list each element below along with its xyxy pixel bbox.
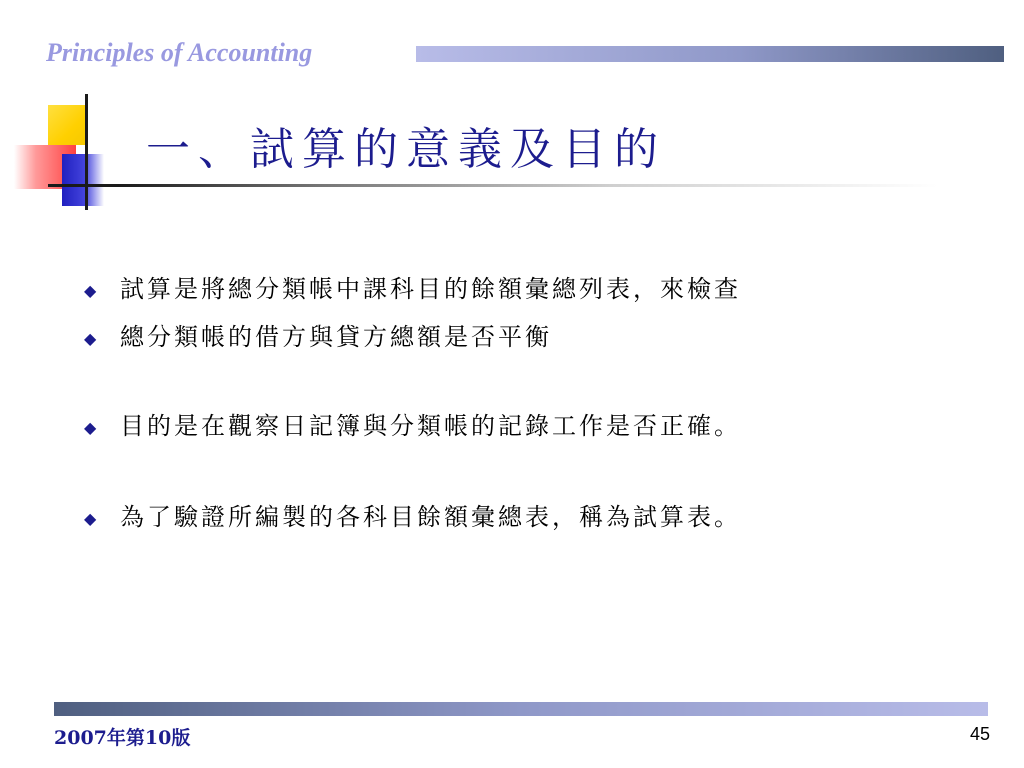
logo-vertical-line (85, 94, 88, 210)
diamond-icon: ◆ (84, 328, 97, 348)
slide-title: 一、試算的意義及目的 (146, 124, 666, 175)
bullet-text: 目的是在觀察日記簿與分類帳的記錄工作是否正確。 (120, 412, 741, 440)
diamond-icon: ◆ (84, 508, 97, 528)
bullet-item (84, 500, 964, 536)
bullet-item (84, 409, 964, 445)
logo-yellow-square (48, 105, 88, 145)
footer-bar (54, 702, 988, 716)
diamond-icon: ◆ (84, 280, 97, 300)
course-title: Principles of Accounting (46, 38, 313, 67)
page-number: 45 (969, 724, 990, 744)
bullet-item (84, 272, 964, 308)
edition-label: 2007年第10版 (54, 727, 191, 749)
logo-blue-square (62, 154, 104, 206)
bullet-text: 總分類帳的借方與貸方總額是否平衡 (120, 323, 552, 351)
title-underline (118, 184, 938, 187)
header-bar (416, 46, 1004, 62)
bullet-item (84, 320, 964, 356)
diamond-icon: ◆ (84, 417, 97, 437)
bullet-text: 試算是將總分類帳中課科目的餘額彙總列表，來檢查 (120, 275, 741, 303)
bullet-text: 為了驗證所編製的各科目餘額彙總表，稱為試算表。 (120, 503, 741, 531)
